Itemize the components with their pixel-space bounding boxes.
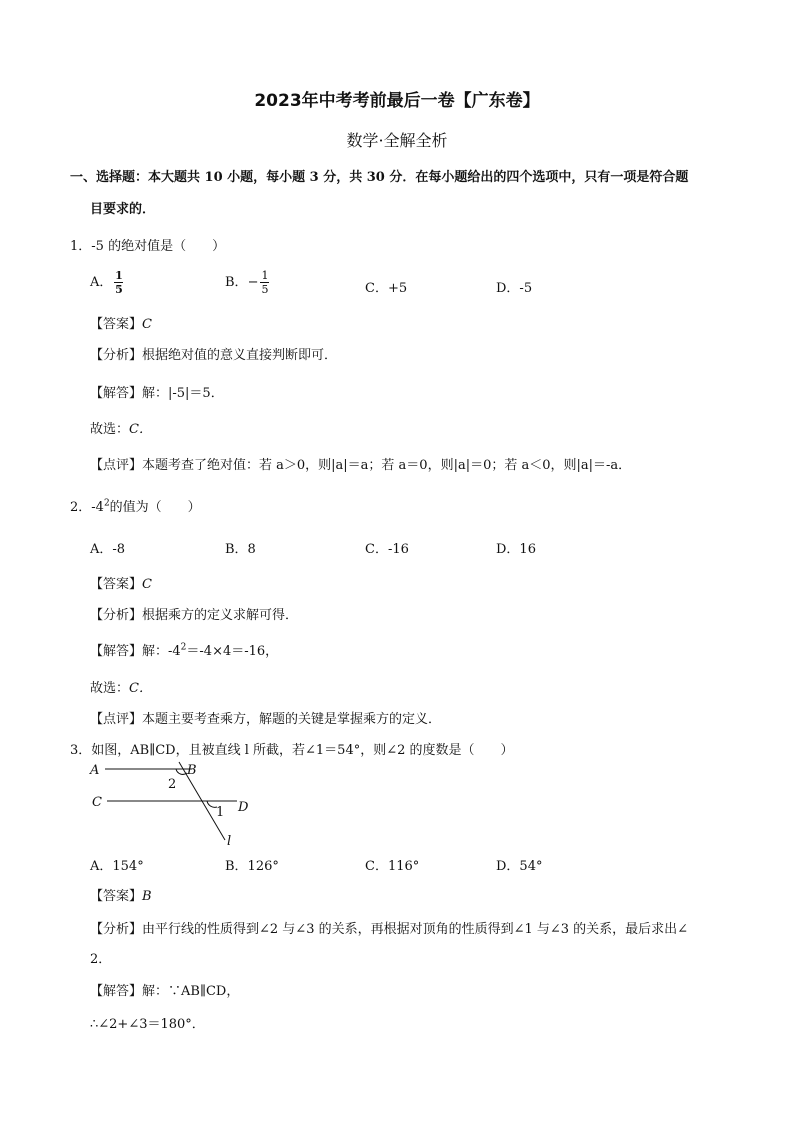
q2-stem-pre: 2．-4 [70, 500, 104, 515]
q2-comment: 【点评】本题主要考查乘方，解题的关键是掌握乘方的定义． [90, 712, 442, 727]
q1-option-a-fraction [114, 270, 123, 295]
q1-choose-value: C． [129, 422, 152, 437]
q2-option-b: B．8 [225, 542, 256, 557]
section-heading-line2: 目要求的． [90, 202, 156, 217]
q3-solution: 【解答】解：∵AB∥CD， [90, 984, 240, 999]
q1-option-b-label: B． [225, 275, 248, 290]
q3-analysis-line1: 【分析】由平行线的性质得到∠2 与∠3 的关系，再根据对顶角的性质得到∠1 与∠3 的关系，最后求出∠ [90, 922, 689, 937]
q3-label-angle-2: 2 [168, 777, 177, 792]
q2-solution-exponent: 2 [180, 642, 187, 653]
q1-option-a-denominator: 5 [115, 283, 123, 296]
q3-label-c: C [92, 795, 102, 810]
q1-answer-tag: 【答案】 [90, 317, 143, 332]
q2-choose-value: C． [129, 681, 152, 696]
q2-choose [90, 677, 152, 696]
q1-option-d: D．-5 [496, 281, 533, 296]
q1-option-b-fraction [260, 270, 269, 295]
q2-option-c: C．-16 [365, 542, 409, 557]
q2-answer [90, 573, 152, 592]
q2-solution-pre: 【解答】解：-4 [90, 644, 181, 659]
q1-comment: 【点评】本题考查了绝对值：若 a＞0，则|a|＝a；若 a＝0，则|a|＝0；若 a＜0，则|a|＝-a． [90, 458, 632, 473]
q1-solution: 【解答】解：|-5|＝5． [90, 386, 224, 401]
q2-solution-post: ＝-4×4＝-16， [186, 644, 279, 659]
q2-analysis: 【分析】根据乘方的定义求解可得． [90, 608, 299, 623]
q2-answer-value: C [142, 577, 152, 592]
q2-stem-post: 的值为（ ） [109, 500, 201, 515]
q3-label-d: D [238, 800, 249, 815]
q3-label-l: l [227, 834, 232, 849]
q1-option-b-denominator: 5 [261, 283, 269, 296]
q1-option-c: C．+5 [365, 281, 408, 296]
q3-option-a: A．154° [90, 859, 144, 874]
q1-option-b-sign: − [247, 275, 259, 290]
q3-option-d: D．54° [496, 859, 543, 874]
q3-figure [80, 756, 280, 852]
section-heading-line1: 一、选择题：本大题共 10 小题，每小题 3 分，共 30 分．在每小题给出的四个选项中，只有一项是符合题 [70, 170, 689, 185]
q3-answer [90, 885, 152, 904]
q3-answer-value: B [142, 889, 152, 904]
q2-stem [70, 496, 201, 515]
q1-option-b [225, 270, 269, 295]
q3-answer-tag: 【答案】 [90, 889, 143, 904]
q3-label-angle-1: 1 [216, 805, 225, 820]
q3-option-b: B．126° [225, 859, 279, 874]
q2-answer-tag: 【答案】 [90, 577, 143, 592]
q3-analysis-line2: 2． [90, 952, 112, 967]
q3-label-a: A [90, 763, 100, 778]
page-subtitle: 数学·全解全析 [346, 131, 448, 150]
q3-stem: 3．如图，AB∥CD，且被直线 l 所截，若∠1＝54°，则∠2 的度数是（ ） [70, 743, 514, 758]
q1-answer-value: C [142, 317, 152, 332]
q3-angle-2-arc [176, 769, 187, 774]
q1-analysis: 【分析】根据绝对值的意义直接判断即可． [90, 348, 338, 363]
q1-choose [90, 418, 152, 437]
q2-solution [90, 640, 278, 659]
q1-option-b-numerator: 1 [261, 269, 269, 282]
q1-option-a-numerator: 1 [115, 269, 123, 282]
q1-option-a-label: A． [90, 275, 113, 290]
q1-option-a [90, 270, 123, 295]
q2-option-d: D．16 [496, 542, 536, 557]
q1-stem: 1．-5 的绝对值是（ ） [70, 239, 226, 254]
q3-label-b: B [187, 763, 197, 778]
q2-choose-prefix: 故选： [90, 681, 130, 696]
q2-option-a: A．-8 [90, 542, 126, 557]
q1-choose-prefix: 故选： [90, 422, 130, 437]
q3-step: ∴∠2+∠3＝180°． [90, 1017, 205, 1032]
q2-stem-exponent: 2 [103, 498, 110, 509]
page-title: 2023年中考考前最后一卷【广东卷】 [254, 91, 540, 111]
q1-answer [90, 313, 152, 332]
q3-option-c: C．116° [365, 859, 420, 874]
